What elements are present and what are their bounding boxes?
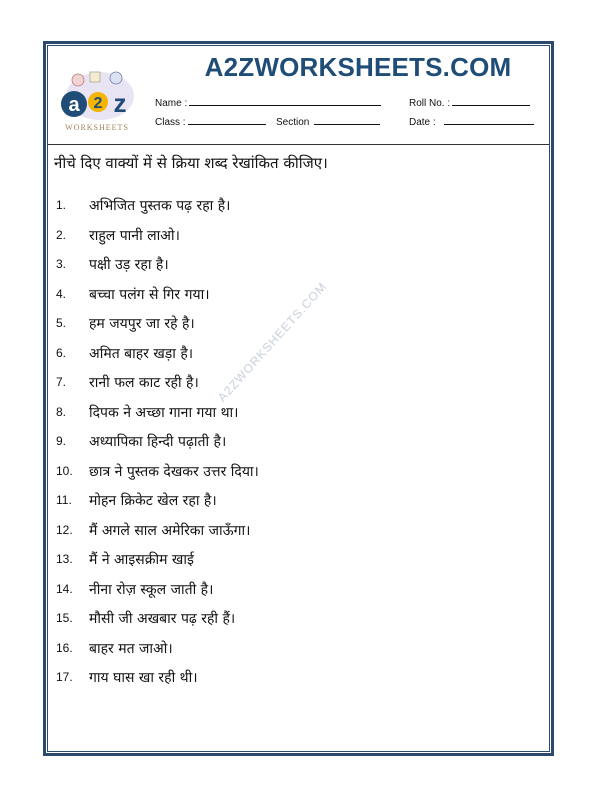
item-sentence: मैं ने आइसक्रीम खाई (89, 552, 194, 568)
class-blank (188, 115, 266, 125)
item-sentence: अध्यापिका हिन्दी पढ़ाती है। (89, 434, 227, 450)
section-label: Section (276, 117, 310, 128)
item-number: 16. (56, 640, 73, 655)
item-number: 10. (56, 463, 73, 478)
date-blank (444, 115, 534, 125)
svg-text:WORKSHEETS: WORKSHEETS (65, 123, 129, 132)
roll-field (409, 96, 530, 109)
item-number: 3. (56, 257, 67, 271)
item-number: 1. (56, 198, 67, 212)
item-sentence: राहुल पानी लाओ। (89, 227, 180, 244)
section-field (276, 115, 380, 128)
item-sentence: नीना रोज़ स्कूल जाती है। (89, 581, 214, 598)
item-number: 5. (56, 316, 67, 330)
worksheet-header (48, 46, 549, 145)
svg-text:2: 2 (93, 95, 103, 112)
a2z-logo-icon (56, 66, 138, 136)
item-number: 17. (56, 670, 73, 684)
item-number: 8. (56, 404, 67, 419)
section-blank (314, 115, 380, 125)
item-sentence: बच्चा पलंग से गिर गया। (89, 286, 210, 303)
item-sentence: बाहर मत जाओ। (89, 640, 173, 657)
watermark: A2ZWORKSHEETS.COM (215, 279, 330, 405)
item-sentence: अभिजित पुस्तक पढ़ रहा है। (89, 198, 231, 214)
name-blank (189, 96, 381, 106)
instruction-text: नीचे दिए वाक्यों में से क्रिया शब्द रेखांकित कीजिए। (54, 154, 328, 172)
item-sentence: रानी फल काट रही है। (89, 375, 199, 391)
item-sentence: गाय घास खा रही थी। (89, 670, 198, 686)
date-label: Date : (409, 117, 436, 128)
svg-text:a: a (68, 94, 80, 116)
item-sentence: अमित बाहर खड़ा है। (89, 345, 194, 362)
roll-blank (452, 96, 530, 106)
name-label: Name : (155, 98, 188, 109)
name-field (155, 96, 381, 109)
item-number: 9. (56, 434, 67, 448)
item-sentence: छात्र ने पुस्तक देखकर उत्तर दिया। (89, 463, 259, 480)
class-label: Class : (155, 117, 186, 128)
item-number: 15. (56, 611, 73, 625)
item-sentence: मोहन क्रिकेट खेल रहा है। (89, 493, 217, 509)
item-number: 12. (56, 522, 73, 537)
item-number: 7. (56, 375, 67, 389)
site-brand-title: A2ZWORKSHEETS.COM (204, 52, 512, 82)
item-number: 11. (56, 493, 72, 507)
item-number: 6. (56, 345, 67, 360)
svg-text:z: z (113, 88, 127, 118)
item-sentence: हम जयपुर जा रहे है। (89, 316, 195, 332)
item-number: 4. (56, 286, 67, 301)
item-sentence: मैं अगले साल अमेरिका जाऊँगा। (89, 522, 251, 539)
roll-label: Roll No. : (409, 98, 451, 109)
item-number: 2. (56, 227, 67, 242)
date-field (409, 115, 534, 128)
item-number: 13. (56, 552, 73, 566)
item-number: 14. (56, 581, 73, 596)
item-sentence: दिपक ने अच्छा गाना गया था। (89, 404, 239, 421)
item-sentence: मौसी जी अखबार पढ़ रही हैं। (89, 611, 236, 627)
class-field (155, 115, 266, 128)
item-sentence: पक्षी उड़ रहा है। (89, 257, 169, 273)
